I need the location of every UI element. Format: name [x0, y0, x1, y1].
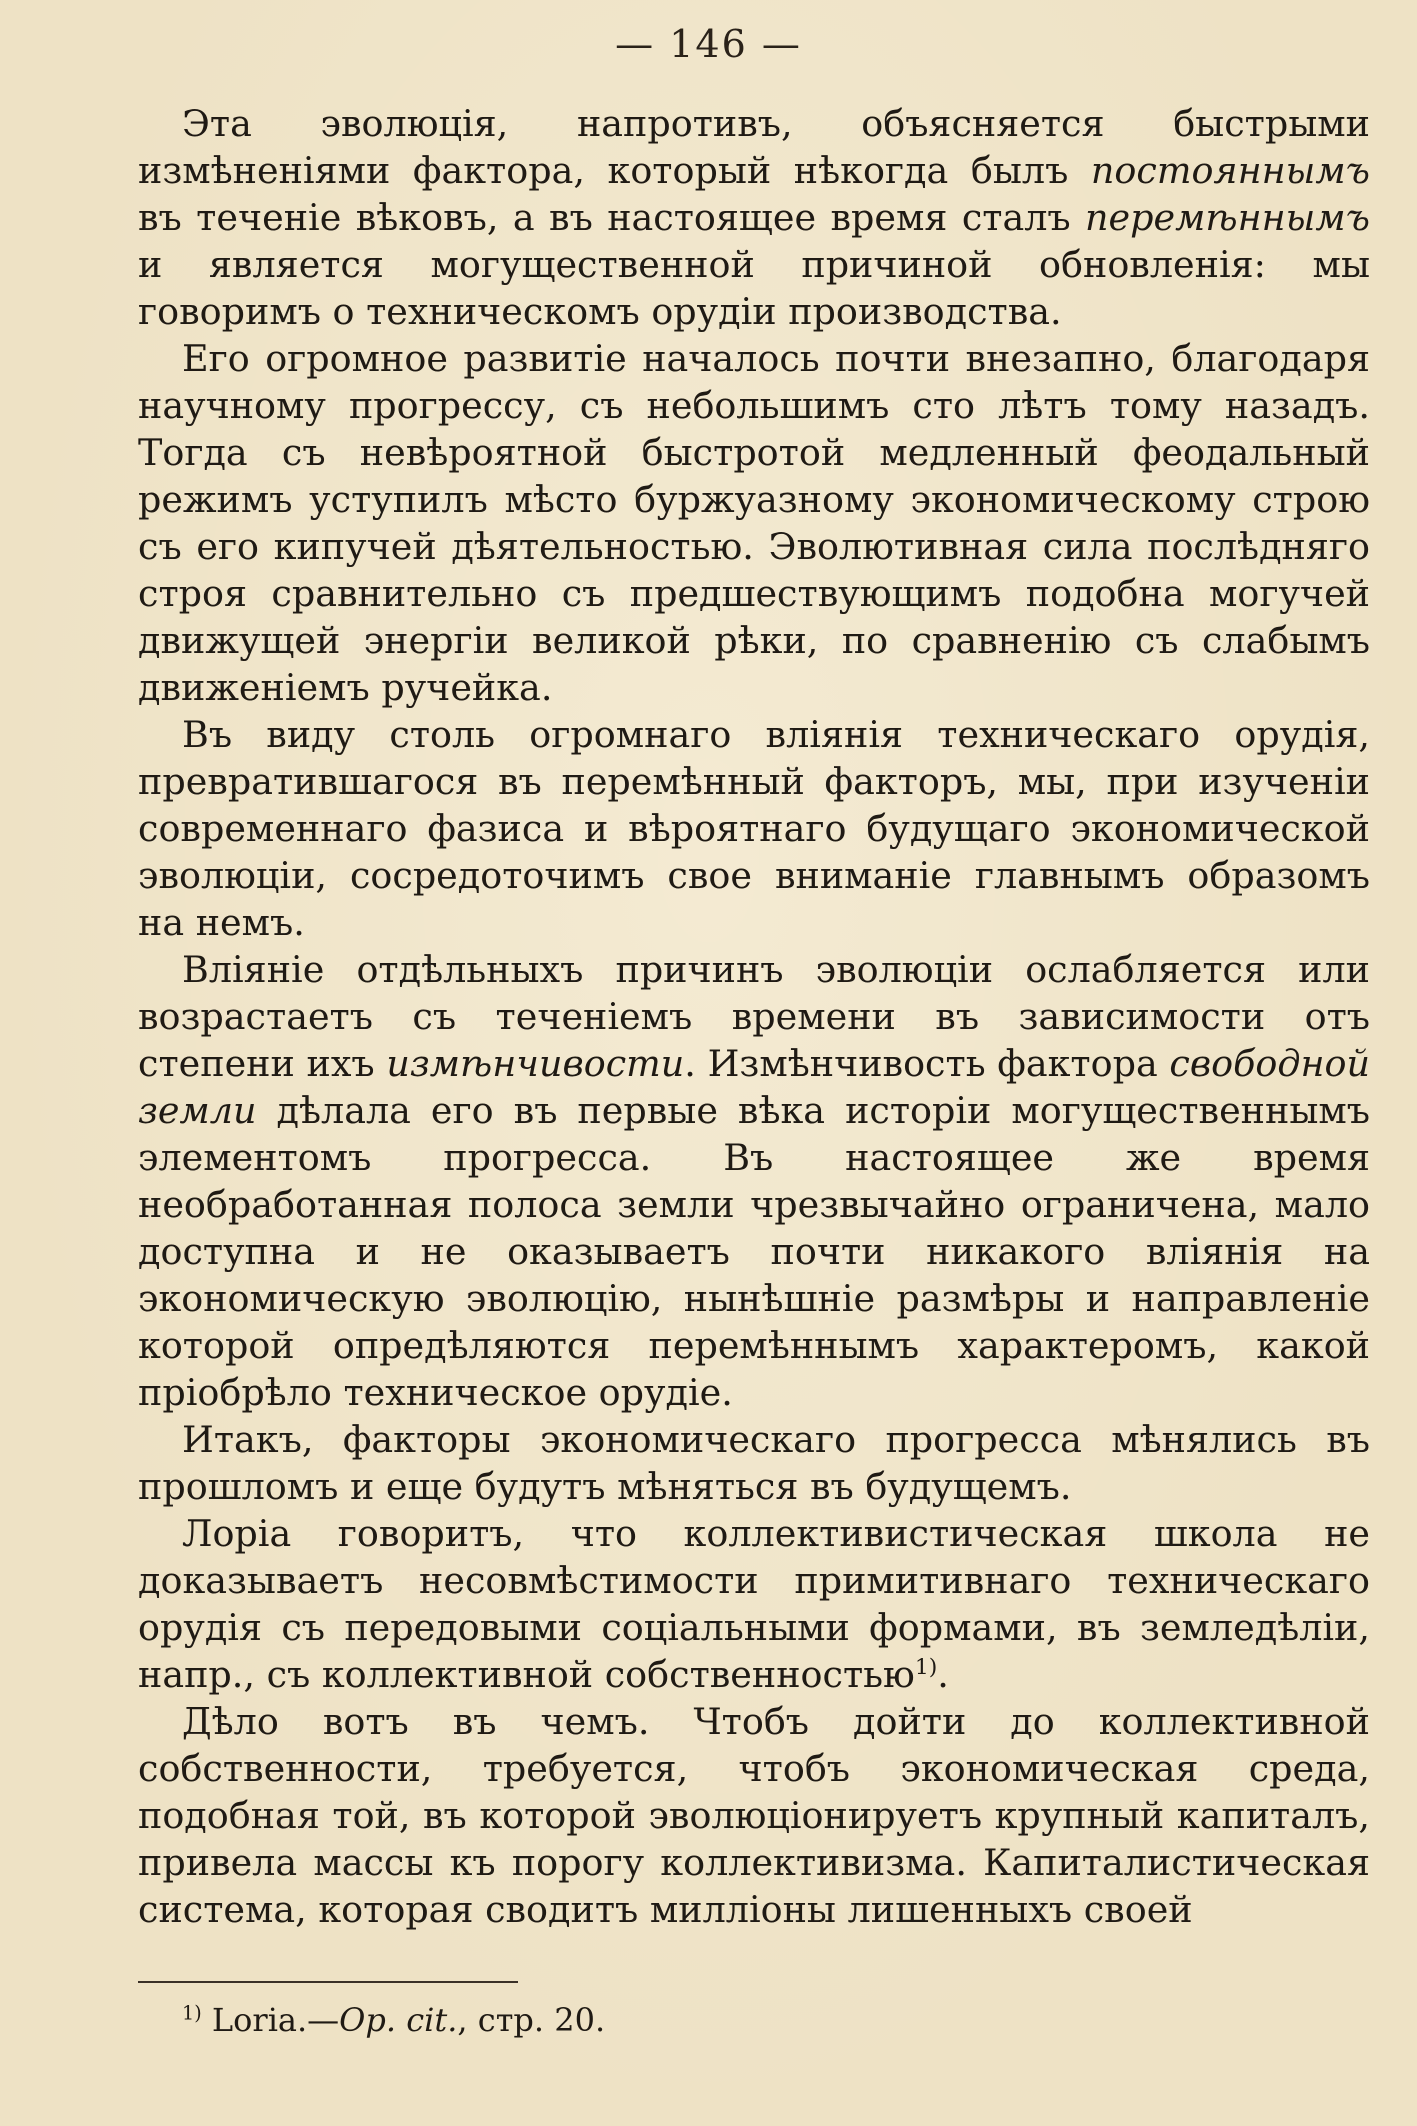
italic-run: перемѣннымъ: [1085, 196, 1370, 239]
text-run: Въ виду столь огромнаго вліянія техническаго орудія, превратившагося въ перемѣнный факторъ, мы, при изученіи современнаго фазиса и вѣроятнаго будущаго экономической эволюціи, сосредоточимъ свое вниманіе главнымъ образомъ на немъ.: [138, 713, 1370, 944]
italic-run: измѣнчивости: [386, 1042, 685, 1085]
text-run: Лоріа говоритъ, что коллективистическая школа не доказываетъ несовмѣстимости примитивнаго техническаго орудія съ передовыми соціальными формами, въ земледѣліи, напр., съ коллективной собственностью: [138, 1512, 1370, 1696]
text-run: въ теченіе вѣковъ, а въ настоящее время сталъ: [138, 196, 1086, 239]
text-run: . Измѣнчивость фактора: [684, 1042, 1170, 1085]
paragraph-7: [138, 1698, 1370, 1933]
italic-run: свободной земли: [138, 1042, 1370, 1132]
text-run: Дѣло вотъ въ чемъ. Чтобъ дойти до коллективной собственности, требуется, чтобъ экономическая среда, подобная той, въ которой эволюціонируетъ крупный капиталъ, привела массы къ порогу коллективизма. Капиталистическая система, которая сводитъ милліоны лишенныхъ своей: [138, 1700, 1370, 1931]
footnote-page-ref: , стр. 20.: [457, 2001, 606, 2039]
body-text: [138, 100, 1370, 1933]
footnote-reference[interactable]: 1): [914, 1654, 938, 1680]
footnote-author: Loria.—: [211, 2001, 340, 2039]
footnote-work: Op. cit.: [339, 2001, 458, 2039]
paragraph-6: [138, 1510, 1370, 1698]
page-number: — 146 —: [615, 22, 802, 66]
text-run: Вліяніе отдѣльныхъ причинъ эволюціи ослабляется или возрастаетъ съ теченіемъ времени въ зависимости отъ степени ихъ: [138, 948, 1370, 1085]
paragraph-1: [138, 100, 1370, 335]
paragraph-2: [138, 335, 1370, 711]
text-run: и является могущественной причиной обновленія: мы говоримъ о техническомъ орудіи производства.: [138, 243, 1370, 333]
paragraph-4: [138, 946, 1370, 1416]
paragraph-3: [138, 711, 1370, 946]
text-run: Его огромное развитіе началось почти внезапно, благодаря научному прогрессу, съ небольшимъ сто лѣтъ тому назадъ. Тогда съ невѣроятной быстротой медленный феодальный режимъ уступилъ мѣсто буржуазному экономическому строю съ его кипучей дѣятельностью. Эволютивная сила послѣдняго строя сравнительно съ предшествующимъ подобна могучей движущей энергіи великой рѣки, по сравненію съ слабымъ движеніемъ ручейка.: [138, 337, 1370, 709]
text-run: .: [937, 1653, 949, 1696]
footnote-divider: [138, 1981, 518, 1983]
footnote-marker: 1): [182, 2001, 202, 2025]
italic-run: постояннымъ: [1090, 149, 1370, 192]
paragraph-5: [138, 1416, 1370, 1510]
text-run: дѣлала его въ первые вѣка исторіи могущественнымъ элементомъ прогресса. Въ настоящее же время необработанная полоса земли чрезвычайно ограничена, мало доступна и не оказываетъ почти никакого вліянія на экономическую эволюцію, нынѣшніе размѣры и направленіе которой опредѣляются перемѣннымъ характеромъ, какой пріобрѣло техническое орудіе.: [138, 1089, 1370, 1414]
text-run: Эта эволюція, напротивъ, объясняется быстрыми измѣненіями фактора, который нѣкогда былъ: [138, 102, 1370, 192]
footnote: [182, 2000, 605, 2040]
text-run: Итакъ, факторы экономическаго прогресса мѣнялись въ прошломъ и еще будутъ мѣняться въ будущемъ.: [138, 1418, 1370, 1508]
